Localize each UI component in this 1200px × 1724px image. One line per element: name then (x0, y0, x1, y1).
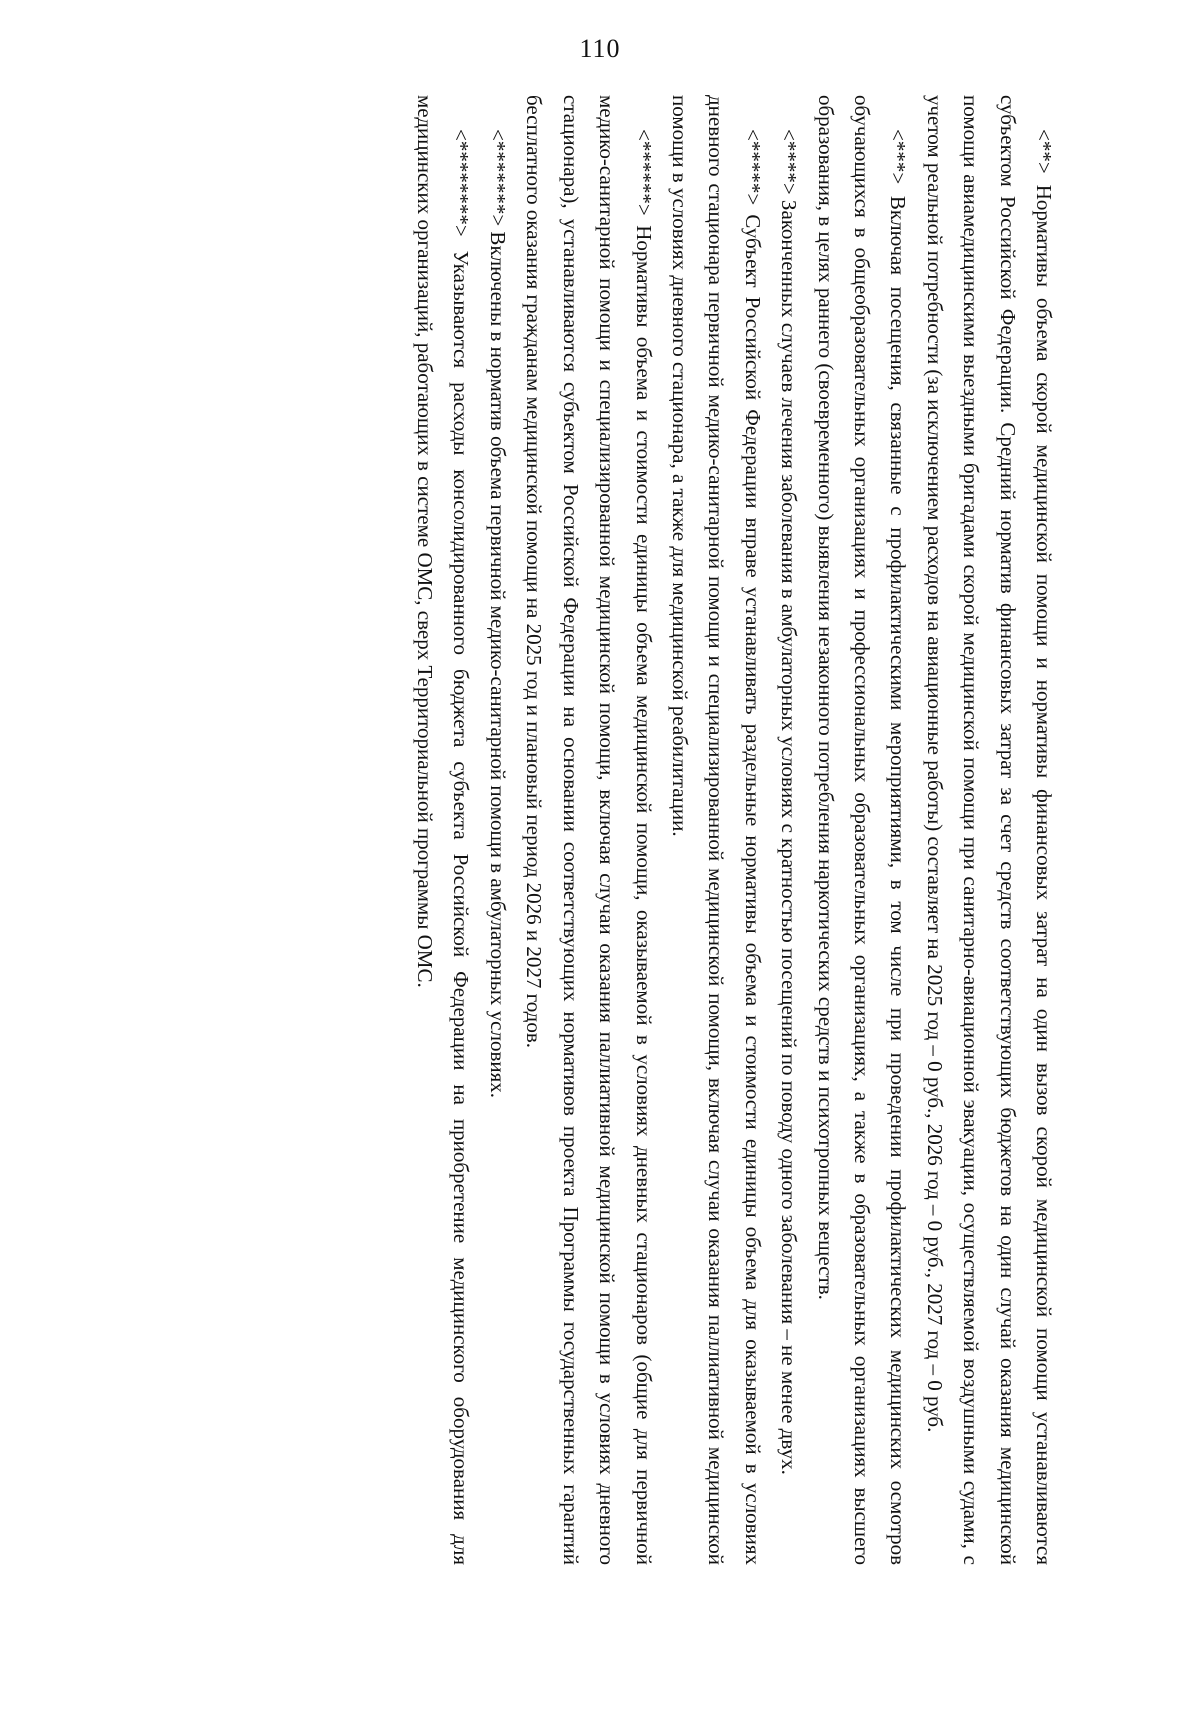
footnotes-block (407, 95, 1062, 1565)
footnote-5: <*****> Субъект Российской Федерации вправе устанавливать раздельные нормативы объема и стоимости единицы объема для оказываемой в условиях дневного стационара первичной медико-санитарной помощи и специализированной медицинской помощи, включая случаи оказания паллиативной медицинской помощи в условиях дневного стационара, а также для медицинской реабилитации. (667, 95, 765, 1565)
page-number: 110 (579, 34, 621, 63)
footnote-6: <******> Нормативы объема и стоимости единицы объема медицинской помощи, оказываемой в условиях дневных стационаров (общие для первичной медико-санитарной помощи и специализированной медицинской помощи, включая случаи оказания паллиативной медицинской помощи в условиях дневного стационара), устанавливаются субъектом Российской Федерации на основании соответствующих нормативов проекта Программы государственных гарантий бесплатного оказания гражданам медицинской помощи на 2025 год и плановый период 2026 и 2027 годов. (522, 95, 656, 1565)
footnote-8: <********> Указываются расходы консолидированного бюджета субъекта Российской Федерации на приобретение медицинского оборудования для медицинских организаций, работающих в системе ОМС, сверх Территориальной программы ОМС. (413, 95, 474, 1565)
footnote-7: <*******> Включены в норматив объема первичной медико-санитарной помощи в амбулаторных условиях. (485, 129, 510, 1099)
footnote-2: <**> Нормативы объема скорой медицинской помощи и нормативы финансовых затрат на один вызов скорой медицинской помощи устанавливаются субъектом Российской Федерации. Средний норматив финансовых затрат за счет средств соответствующих бюджетов на один случай оказания медицинской помощи авиамедицинскими выездными бригадами скорой медицинской помощи при санитарно-авиационной эвакуации, осуществляемой воздушными судами, с учетом реальной потребности (за исключением расходов на авиационные работы) составляет на 2025 год – 0 руб., 2026 год – 0 руб., 2027 год – 0 руб. (922, 95, 1056, 1565)
footnote-4: <****> Законченных случаев лечения заболевания в амбулаторных условиях с кратностью посещений по поводу одного заболевания – не менее двух. (777, 129, 802, 1475)
footnote-3: <***> Включая посещения, связанные с профилактическими мероприятиями, в том числе при проведении профилактических медицинских осмотров обучающихся в общеобразовательных организациях и профессиональных образовательных организациях, а также в образовательных организациях высшего образования, в целях раннего (своевременного) выявления незаконного потребления наркотических средств и психотропных веществ. (813, 95, 911, 1565)
